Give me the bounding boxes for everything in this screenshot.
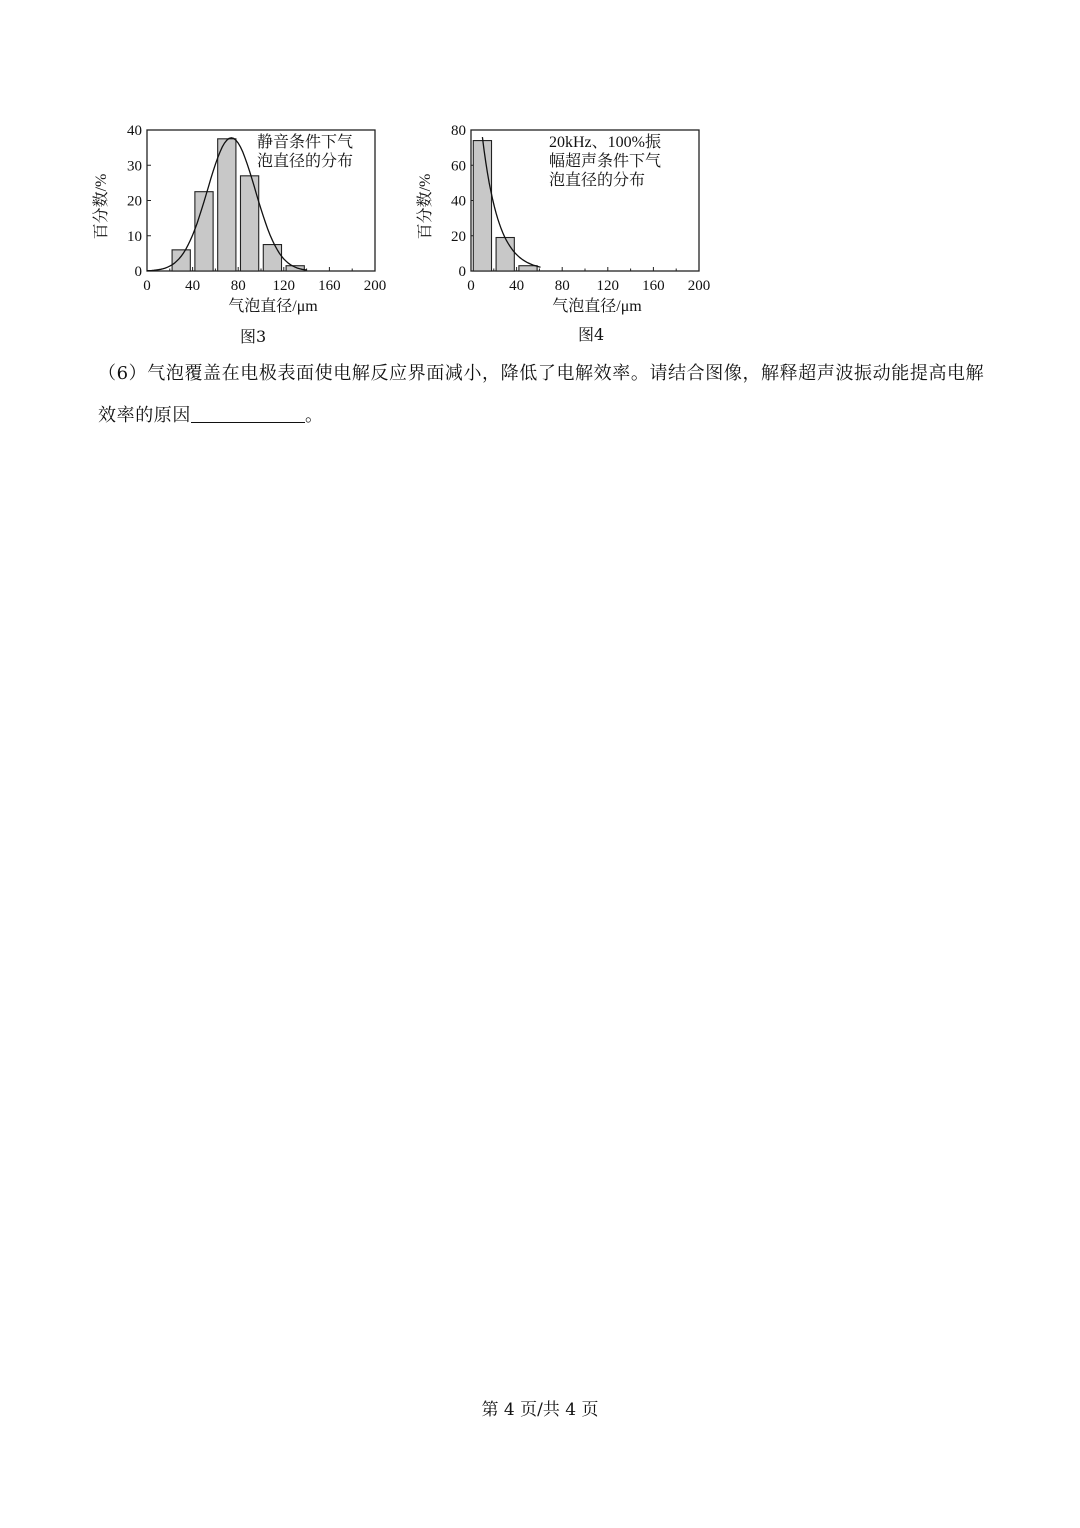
x-tick-label: 120 — [272, 278, 296, 294]
y-tick-label: 30 — [127, 158, 142, 175]
question-end: 。 — [305, 405, 324, 426]
chart-annotation-line: 20kHz、100%振 — [549, 134, 661, 151]
y-axis-label: 百分数/% — [93, 173, 110, 240]
x-tick-label: 200 — [687, 278, 711, 294]
histogram-bar — [240, 176, 258, 271]
x-tick-label: 40 — [185, 278, 201, 294]
y-tick-label: 20 — [127, 193, 142, 210]
histogram-bar — [218, 139, 236, 271]
question-text: （6）气泡覆盖在电极表面使电解反应界面减小，降低了电解效率。请结合图像，解释超声波振动能提高电解效率的原因 — [98, 363, 985, 426]
chart-4-svg — [414, 112, 724, 350]
y-tick-label: 10 — [127, 228, 142, 245]
figure-3-caption: 图3 — [240, 327, 267, 346]
histogram-bar — [172, 250, 190, 271]
page-footer: 第 4 页/共 4 页 — [481, 1400, 599, 1420]
question-6 — [98, 353, 988, 437]
x-tick-label: 0 — [143, 278, 151, 294]
x-tick-label: 40 — [509, 278, 525, 294]
y-tick-label: 0 — [134, 264, 142, 280]
chart-annotation-line: 静音条件下气 — [257, 134, 354, 151]
y-tick-label: 20 — [451, 228, 466, 245]
figure-4 — [414, 112, 724, 350]
y-axis-label: 百分数/% — [417, 173, 434, 240]
x-tick-label: 160 — [642, 278, 665, 294]
figure-4-caption: 图4 — [578, 325, 605, 344]
x-axis-label: 气泡直径/μm — [228, 298, 318, 315]
y-tick-label: 40 — [451, 193, 466, 210]
x-tick-label: 200 — [363, 278, 387, 294]
y-tick-label: 0 — [458, 264, 466, 280]
x-axis-label: 气泡直径/μm — [552, 298, 642, 315]
answer-blank[interactable] — [191, 402, 305, 423]
x-tick-label: 80 — [554, 278, 570, 294]
chart-annotation-line: 泡直径的分布 — [549, 172, 646, 189]
chart-annotation-line: 幅超声条件下气 — [549, 153, 662, 170]
x-tick-label: 120 — [596, 278, 620, 294]
histogram-bar — [496, 238, 514, 271]
histogram-bar — [519, 266, 537, 271]
y-tick-label: 60 — [451, 158, 466, 175]
figure-3 — [90, 112, 400, 350]
histogram-bar — [263, 245, 281, 271]
x-tick-label: 80 — [230, 278, 246, 294]
histogram-bar — [473, 141, 491, 271]
y-tick-label: 40 — [127, 123, 142, 139]
chart-annotation-line: 泡直径的分布 — [257, 153, 354, 170]
x-tick-label: 0 — [467, 278, 475, 294]
y-tick-label: 80 — [451, 123, 466, 139]
x-tick-label: 160 — [318, 278, 341, 294]
chart-3-svg — [90, 112, 400, 350]
